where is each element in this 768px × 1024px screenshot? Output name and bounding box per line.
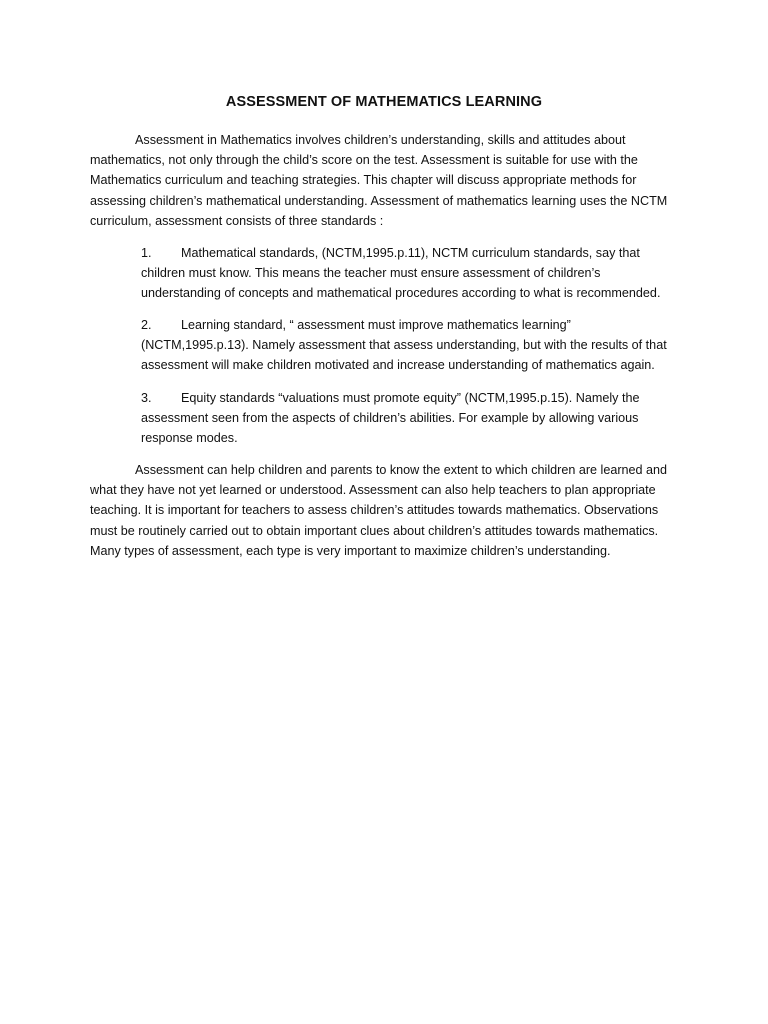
standard-number-2: 2.: [141, 318, 152, 332]
standard-text-1: Mathematical standards, (NCTM,1995.p.11), NCTM curriculum standards, say that children must know. This means the teacher must ensure assessment of children’s understanding of concepts and mathematical procedures according to what is recommended.: [141, 246, 661, 301]
standard-item-1: [141, 243, 681, 304]
standard-item-3: [141, 388, 681, 449]
intro-paragraph: Assessment in Mathematics involves children’s understanding, skills and attitudes about mathematics, not only through the child’s score on the test. Assessment is suitable for use with the Mathematics curriculum and teaching strategies. This chapter will discuss appropriate methods for assessing children’s mathematical understanding. Assessment of mathematics learning uses the NCTM curriculum, assessment consists of three standards :: [90, 133, 668, 228]
standard-number-1: 1.: [141, 246, 152, 260]
standard-text-2: Learning standard, “ assessment must improve mathematics learning” (NCTM,1995.p.13). Namely assessment that assess understanding, but with the results of that assessment will make children motivated and increase understanding of mathematics again.: [141, 318, 667, 373]
standard-number-3: 3.: [141, 391, 152, 405]
standard-item-2: [141, 315, 681, 376]
document-title: ASSESSMENT OF MATHEMATICS LEARNING: [225, 94, 543, 110]
standard-text-3: Equity standards “valuations must promote equity” (NCTM,1995.p.15). Namely the assessment seen from the aspects of children’s abilities. For example by allowing various response modes.: [141, 391, 640, 446]
closing-paragraph: Assessment can help children and parents to know the extent to which children are learned and what they have not yet learned or understood. Assessment can also help teachers to plan appropriate teaching. It is important for teachers to assess children’s attitudes towards mathematics. Observations must be routinely carried out to obtain important clues about children’s attitudes towards mathematics. Many types of assessment, each type is very important to maximize children’s understanding.: [90, 463, 668, 558]
